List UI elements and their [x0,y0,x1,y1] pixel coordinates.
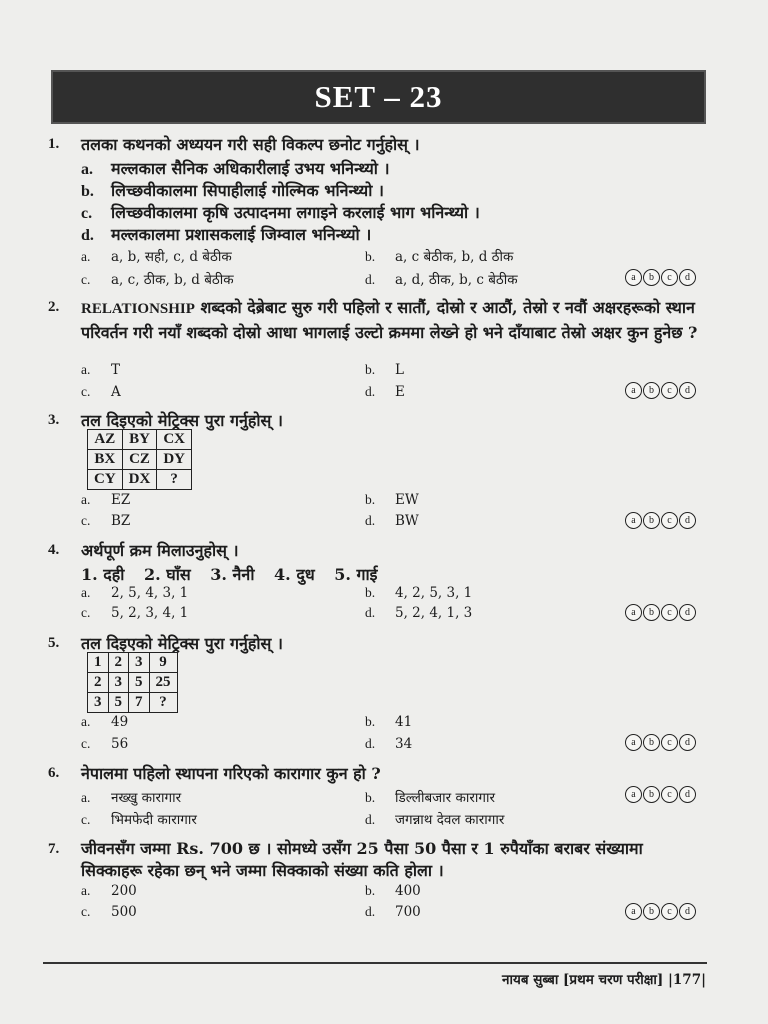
option-c[interactable]: c. A [81,384,121,400]
bubble-c[interactable]: c [661,269,678,286]
option-b[interactable]: b. 400 [365,883,421,899]
question-text: तल दिइएको मेट्रिक्स पुरा गर्नुहोस् । [81,411,283,430]
matrix-cell: 3 [88,693,109,713]
matrix-cell: ? [149,693,177,713]
option-a[interactable]: a. 49 [81,714,129,730]
question-text: नेपालमा पहिलो स्थापना गरिएको कारागार कुन हो ? [81,764,381,783]
answer-bubbles [625,512,696,529]
option-a[interactable]: a. 2, 5, 4, 3, 1 [81,585,189,601]
bubble-b[interactable]: b [643,512,660,529]
option-c[interactable]: c. 5, 2, 3, 4, 1 [81,605,189,621]
bubble-c[interactable]: c [661,604,678,621]
option-c[interactable]: c. BZ [81,513,131,529]
question-number: 2. [48,299,60,315]
question-text: RELATIONSHIP शब्दको देब्रेबाट सुरु गरी पहिलो र सातौं, दोस्रो र आठौं, तेस्रो र नवौं अक्षरहरूको स्थान परिवर्तन गरी नयाँ शब्दको दोस्रो आधा भागलाई उल्टो क्रममा लेख्ने हो भने दाँयाबाट तेस्रो अक्षर कुन हुनेछ ? [81,298,698,342]
bubble-a[interactable]: a [625,512,642,529]
question-number: 7. [48,841,60,857]
statement: d. मल्लकालमा प्रशासकलाई जिम्वाल भनिन्थ्यो । [81,225,372,244]
question-number: 5. [48,635,60,651]
page-footer: नायब सुब्बा [प्रथम चरण परीक्षा] |177| [502,972,706,988]
option-c[interactable]: c. 56 [81,736,129,752]
question-number: 6. [48,765,60,781]
bubble-d[interactable]: d [679,269,696,286]
option-c[interactable]: c. भिमफेदी कारागार [81,812,197,828]
bubble-c[interactable]: c [661,903,678,920]
matrix-cell: 2 [108,653,129,673]
sequence-item: 2. घाँस [144,565,191,584]
bubble-d[interactable]: d [679,382,696,399]
matrix-cell: 25 [149,673,177,693]
bubble-d[interactable]: d [679,512,696,529]
option-b[interactable]: b. 4, 2, 5, 3, 1 [365,585,473,601]
matrix-cell: 3 [129,653,150,673]
option-d[interactable]: d. a, d, ठीक, b, c बेठीक [365,272,518,288]
statement: a. मल्लकाल सैनिक अधिकारीलाई उभय भनिन्थ्यो । [81,159,390,178]
bubble-b[interactable]: b [643,734,660,751]
question-text: तलका कथनको अध्ययन गरी सही विकल्प छनोट गर्नुहोस् । [81,135,420,154]
sequence-items [81,563,392,585]
question-number: 4. [48,542,60,558]
matrix-cell: DX [122,470,157,490]
question-number: 3. [48,412,60,428]
statement: c. लिच्छवीकालमा कृषि उत्पादनमा लगाइने करलाई भाग भनिन्थ्यो । [81,203,480,222]
matrix-cell: CX [157,430,192,450]
matrix-cell: DY [157,450,192,470]
bubble-d[interactable]: d [679,786,696,803]
number-matrix [87,652,178,713]
matrix-cell: 5 [108,693,129,713]
matrix-cell: 3 [108,673,129,693]
question-text: अर्थपूर्ण क्रम मिलाउनुहोस् । [81,541,239,560]
option-d[interactable]: d. जगन्नाथ देवल कारागार [365,812,505,828]
bubble-c[interactable]: c [661,382,678,399]
matrix-cell: 2 [88,673,109,693]
matrix-cell: 9 [149,653,177,673]
matrix-cell: 5 [129,673,150,693]
option-b[interactable]: b. L [365,362,404,378]
set-title-banner [51,70,706,124]
answer-bubbles [625,382,696,399]
bubble-b[interactable]: b [643,382,660,399]
question-text: तल दिइएको मेट्रिक्स पुरा गर्नुहोस् । [81,634,283,653]
answer-bubbles [625,734,696,751]
bubble-a[interactable]: a [625,382,642,399]
option-b[interactable]: b. डिल्लीबजार कारागार [365,790,495,806]
option-b[interactable]: b. EW [365,492,419,508]
statement: b. लिच्छवीकालमा सिपाहीलाई गोल्मिक भनिन्थ्यो । [81,181,384,200]
bubble-a[interactable]: a [625,604,642,621]
matrix-cell: BY [122,430,157,450]
option-a[interactable]: a. 200 [81,883,137,899]
matrix-cell: AZ [88,430,123,450]
answer-bubbles [625,786,696,803]
matrix-cell: CY [88,470,123,490]
option-a[interactable]: a. T [81,362,121,378]
option-b[interactable]: b. 41 [365,714,413,730]
bubble-a[interactable]: a [625,903,642,920]
option-d[interactable]: d. 5, 2, 4, 1, 3 [365,605,473,621]
option-a[interactable]: a. नख्खु कारागार [81,790,182,806]
matrix-cell: BX [88,450,123,470]
bubble-b[interactable]: b [643,786,660,803]
matrix-cell: 7 [129,693,150,713]
bubble-c[interactable]: c [661,786,678,803]
sequence-item: 4. दुध [274,565,315,584]
bubble-a[interactable]: a [625,269,642,286]
option-a[interactable]: a. EZ [81,492,131,508]
answer-bubbles [625,903,696,920]
bubble-a[interactable]: a [625,734,642,751]
option-d[interactable]: d. E [365,384,405,400]
option-c[interactable]: c. a, c, ठीक, b, d बेठीक [81,272,234,288]
matrix-cell: 1 [88,653,109,673]
letter-matrix [87,429,192,490]
option-d[interactable]: d. 34 [365,736,413,752]
question-text: जीवनसँग जम्मा Rs. 700 छ । सोमध्ये उसँग 25 पैसा 50 पैसा र 1 रुपैयाँका बराबर संख्यामा सिक्काहरू रहेका छन् भने जम्मा सिक्काको संख्या कति होला । [81,839,643,880]
matrix-cell: ? [157,470,192,490]
bubble-b[interactable]: b [643,269,660,286]
bubble-d[interactable]: d [679,604,696,621]
option-d[interactable]: d. BW [365,513,419,529]
bubble-d[interactable]: d [679,734,696,751]
answer-bubbles [625,269,696,286]
sequence-item: 5. गाई [334,565,378,584]
set-title: SET – 23 [314,79,443,114]
sequence-item: 3. नैनी [210,565,255,584]
bubble-a[interactable]: a [625,786,642,803]
bubble-b[interactable]: b [643,604,660,621]
sequence-item: 1. दही [81,565,125,584]
bubble-c[interactable]: c [661,512,678,529]
option-c[interactable]: c. 500 [81,904,137,920]
bubble-d[interactable]: d [679,903,696,920]
option-d[interactable]: d. 700 [365,904,421,920]
bubble-c[interactable]: c [661,734,678,751]
question-number: 1. [48,136,60,152]
footer-divider [43,962,707,964]
matrix-cell: CZ [122,450,157,470]
bubble-b[interactable]: b [643,903,660,920]
option-a[interactable]: a. a, b, सही, c, d बेठीक [81,249,232,265]
option-b[interactable]: b. a, c बेठीक, b, d ठीक [365,249,514,265]
answer-bubbles [625,604,696,621]
